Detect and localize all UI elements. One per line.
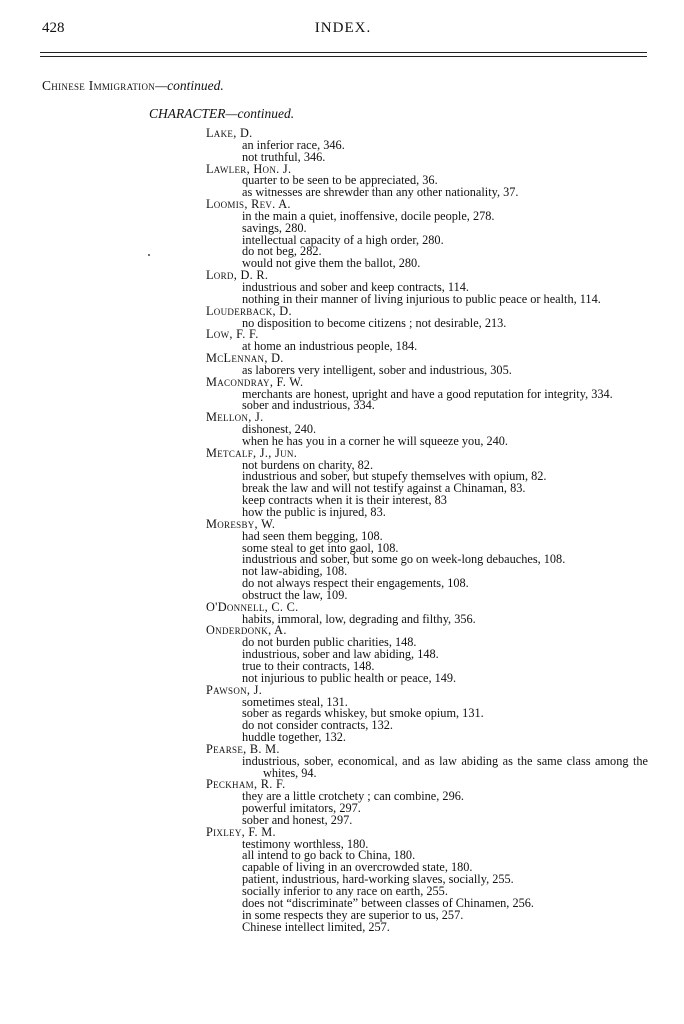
entry-item: as witnesses are shrewder than any other nationality, 37.	[242, 185, 519, 200]
index-entry	[206, 445, 648, 519]
entry-item: sometimes steal, 131.	[242, 694, 348, 709]
index-entry	[206, 741, 648, 780]
index-entry	[206, 128, 648, 164]
entry-surname: Mellon	[206, 410, 249, 425]
entry-item: obstruct the law, 109.	[242, 587, 348, 602]
entry-item: dishonest, 240.	[242, 422, 317, 437]
entry-initials: , A.	[268, 623, 287, 638]
entry-initials: , C. C.	[264, 599, 299, 614]
entry-item: industrious and sober, but stupefy themselves with opium, 82.	[242, 469, 547, 484]
entry-item: in some respects they are superior to us, 257.	[242, 907, 464, 922]
entry-item: powerful imitators, 297.	[242, 801, 361, 816]
index-entries	[206, 128, 648, 933]
scan-speck	[148, 254, 150, 256]
index-entry	[206, 682, 648, 745]
entry-initials: , D.	[264, 351, 284, 366]
entry-item: an inferior race, 346.	[242, 137, 345, 152]
entry-surname: Low	[206, 327, 230, 342]
subsection-heading: CHARACTER—continued.	[149, 106, 295, 121]
index-entry	[206, 516, 648, 602]
entry-item: some steal to get into gaol, 108.	[242, 540, 399, 555]
entry-surname: Lake	[206, 126, 234, 140]
entry-surname: Pearse	[206, 741, 244, 756]
section-heading-suffix: —continued.	[155, 78, 224, 93]
entry-initials: , W.	[254, 516, 276, 531]
index-entry	[206, 199, 648, 270]
entry-item: merchants are honest, upright and have a good reputation for integrity, 334.	[242, 386, 613, 401]
entry-item: capable of living in an overcrowded state, 180.	[242, 860, 473, 875]
entry-item: do not beg, 282.	[242, 244, 322, 259]
section-heading	[42, 78, 224, 94]
index-entry	[206, 353, 648, 377]
entry-item: patient, industrious, hard-working slaves, socially, 255.	[242, 872, 514, 887]
entry-item: nothing in their manner of living injurious to public peace or health, 114.	[242, 291, 601, 306]
entry-item: they are a little crotchety ; can combine, 296.	[242, 789, 464, 804]
entry-item: socially inferior to any race on earth, 255.	[242, 884, 448, 898]
entry-initials: , J., Jun.	[253, 445, 298, 460]
entry-item: quarter to be seen to be appreciated, 36.	[242, 173, 438, 188]
entry-item: not law-abiding, 108.	[242, 564, 348, 579]
entry-item: no disposition to become citizens ; not desirable, 213.	[242, 315, 507, 330]
entry-surname: Moresby	[206, 516, 255, 531]
entry-surname: Loomis	[206, 197, 245, 212]
entry-initials: , D.	[233, 126, 253, 140]
entry-item: not burdens on charity, 82.	[242, 457, 374, 472]
entry-initials: , J.	[246, 682, 263, 697]
entry-item: not truthful, 346.	[242, 149, 326, 164]
entry-item: savings, 280.	[242, 220, 307, 235]
index-entry	[206, 161, 648, 200]
index-entry	[206, 412, 648, 448]
entry-item: do not burden public charities, 148.	[242, 635, 417, 650]
index-entry	[206, 329, 648, 353]
entry-initials: , B. M.	[243, 741, 280, 756]
entry-item: do not always respect their engagements, 108.	[242, 576, 469, 591]
entry-item: as laborers very intelligent, sober and industrious, 305.	[242, 362, 512, 377]
entry-initials: , Rev. A.	[244, 197, 291, 212]
entry-surname: McLennan	[206, 351, 265, 366]
entry-item: sober and honest, 297.	[242, 812, 353, 827]
entry-item: industrious, sober, economical, and as law abiding as the same class among the whites, 94.	[242, 753, 648, 780]
entry-item: when he has you in a corner he will squeeze you, 240.	[242, 433, 509, 448]
entry-item: in the main a quiet, inoffensive, docile people, 278.	[242, 208, 495, 223]
entry-initials: , F. M.	[241, 824, 276, 839]
index-entry	[206, 824, 648, 934]
entry-item: sober and industrious, 334.	[242, 398, 375, 413]
entry-initials: , F. W.	[269, 374, 304, 389]
entry-item: at home an industrious people, 184.	[242, 339, 418, 354]
entry-item: true to their contracts, 148.	[242, 658, 375, 673]
entry-item: industrious, sober and law abiding, 148.	[242, 647, 439, 662]
entry-surname: Macondray	[206, 374, 270, 389]
entry-item: not injurious to public health or peace, 149.	[242, 670, 457, 685]
page-number: 428	[42, 20, 65, 36]
index-entry	[206, 599, 648, 626]
entry-surname: Pixley	[206, 824, 242, 839]
entry-surname: Lawler	[206, 161, 247, 176]
entry-surname: Lord	[206, 268, 234, 283]
entry-item: does not “discriminate” between classes of Chinamen, 256.	[242, 895, 534, 910]
page-header	[42, 20, 644, 42]
entry-item: do not consider contracts, 132.	[242, 718, 393, 733]
entry-item: sober as regards whiskey, but smoke opium, 131.	[242, 706, 484, 721]
entry-item: industrious and sober and keep contracts, 114.	[242, 279, 469, 294]
entry-surname: Onderdonk	[206, 623, 269, 638]
index-entry	[206, 303, 648, 330]
entry-initials: , F. F.	[229, 327, 259, 342]
entry-item: intellectual capacity of a high order, 280.	[242, 232, 444, 247]
entry-surname: Peckham	[206, 777, 254, 792]
section-heading-title: Chinese Immigration	[42, 78, 156, 93]
header-rule-bottom	[40, 56, 647, 57]
entry-initials: , Hon. J.	[246, 161, 292, 176]
entry-item: habits, immoral, low, degrading and filthy, 356.	[242, 611, 476, 626]
entry-initials: , J.	[248, 410, 264, 425]
index-entry	[206, 374, 648, 413]
entry-initials: , R. F.	[253, 777, 286, 792]
entry-initials: , D.	[272, 303, 292, 318]
entry-item: testimony worthless, 180.	[242, 836, 369, 851]
entry-surname: Pawson	[206, 682, 247, 697]
entry-item: would not give them the ballot, 280.	[242, 256, 421, 271]
entry-item: had seen them begging, 108.	[242, 528, 383, 543]
index-entry	[206, 270, 648, 306]
entry-item: break the law and will not testify against a Chinaman, 83.	[242, 481, 526, 496]
entry-surname: Metcalf	[206, 445, 254, 460]
header-rule-top	[40, 52, 647, 53]
index-entry	[206, 625, 648, 684]
running-title: INDEX.	[314, 20, 372, 36]
entry-surname: Louderback	[206, 303, 273, 318]
entry-item: all intend to go back to China, 180.	[242, 848, 416, 863]
entry-initials: , D. R.	[233, 268, 269, 283]
entry-item: industrious and sober, but some go on week-long debauches, 108.	[242, 552, 566, 567]
entry-item: huddle together, 132.	[242, 730, 347, 745]
entry-item: keep contracts when it is their interest, 83	[242, 493, 447, 508]
entry-item: Chinese intellect limited, 257.	[242, 919, 390, 934]
index-entry	[206, 779, 648, 826]
entry-item: how the public is injured, 83.	[242, 505, 386, 519]
entry-surname: O'Donnell	[206, 599, 265, 614]
